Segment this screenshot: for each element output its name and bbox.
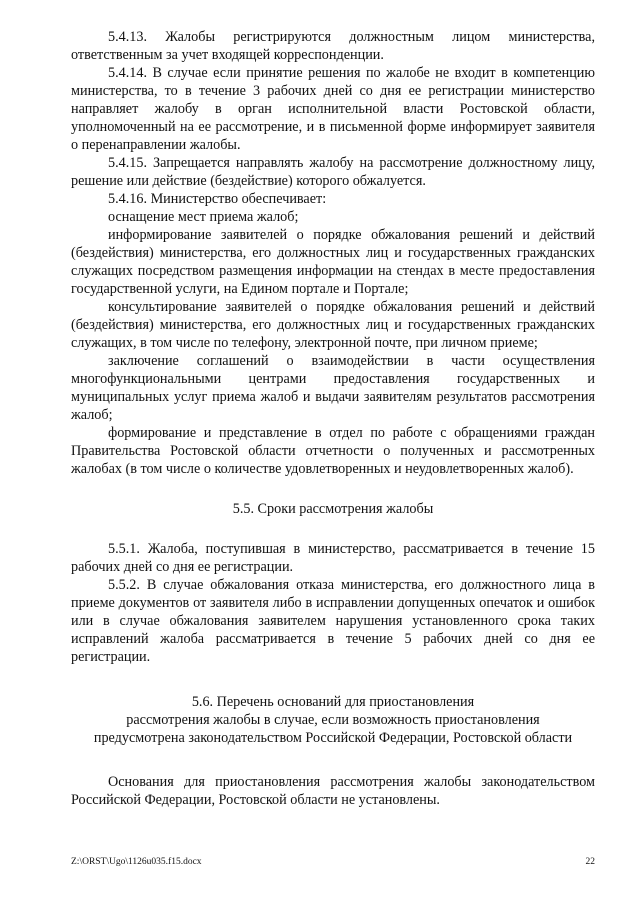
list-item: консультирование заявителей о порядке обжалования решений и действий (бездействия) министерства, его должностных лиц и государственных гражданских служащих, в том числе по телефону, электронной почте, при личном приеме;	[71, 299, 595, 351]
paragraph-5-5-2: 5.5.2. В случае обжалования отказа министерства, его должностного лица в приеме документов от заявителя либо в исправлении допущенных опечаток и ошибок или в случае обжалования заявителем нарушения установленного срока таких исправлений жалоба рассматривается в течение 5 рабочих дней со дня ее регистрации.	[71, 577, 595, 665]
paragraph-5-4-14: 5.4.14. В случае если принятие решения по жалобе не входит в компетенцию министерства, то в течение 3 рабочих дней со дня ее регистрации министерство направляет жалобу в орган исполнительной власти Ростовской области, уполномоченный на ее рассмотрение, и в письменной форме информирует заявителя о перенаправлении жалобы.	[71, 65, 595, 153]
document-page	[71, 28, 595, 809]
page-footer	[71, 856, 595, 868]
paragraph-5-4-13: 5.4.13. Жалобы регистрируются должностным лицом министерства, ответственным за учет входящей корреспонденции.	[71, 29, 595, 63]
paragraph-5-4-15: 5.4.15. Запрещается направлять жалобу на рассмотрение должностному лицу, решение или действие (бездействие) которого обжалуется.	[71, 155, 595, 189]
section-5-5-title: 5.5. Сроки рассмотрения жалобы	[232, 501, 434, 517]
section-title-line: предусмотрена законодательством Российской Федерации, Ростовской области	[93, 730, 573, 746]
page-number: 22	[585, 857, 595, 867]
footer-file-path: Z:\ORST\Ugo\1126u035.f15.docx	[71, 857, 202, 867]
paragraph-5-4-16: 5.4.16. Министерство обеспечивает:	[108, 191, 327, 207]
list-item: формирование и представление в отдел по работе с обращениями граждан Правительства Ростовской области отчетности о полученных и рассмотренных жалобах (в том числе о количестве удовлетворенных и неудовлетворенных жалоб).	[71, 425, 595, 477]
section-title-line: 5.6. Перечень оснований для приостановления	[191, 694, 475, 710]
list-item: оснащение мест приема жалоб;	[108, 209, 299, 225]
section-5-6-title	[71, 693, 595, 747]
list-item: заключение соглашений о взаимодействии в части осуществления многофункциональными центрами предоставления государственных и муниципальных услуг приема жалоб и выдачи заявителям результатов рассмотрения жалоб;	[71, 353, 595, 423]
list-item: информирование заявителей о порядке обжалования решений и действий (бездействия) министерства, его должностных лиц и государственных гражданских служащих посредством размещения информации на стендах в месте предоставления государственной услуги, на Едином портале и Портале;	[71, 227, 595, 297]
paragraph-5-6-body: Основания для приостановления рассмотрения жалобы законодательством Российской Федерации, Ростовской области не установлены.	[71, 774, 595, 808]
section-title-line: рассмотрения жалобы в случае, если возможность приостановления	[126, 712, 540, 728]
paragraph-5-5-1: 5.5.1. Жалоба, поступившая в министерство, рассматривается в течение 15 рабочих дней со дня ее регистрации.	[71, 541, 595, 575]
